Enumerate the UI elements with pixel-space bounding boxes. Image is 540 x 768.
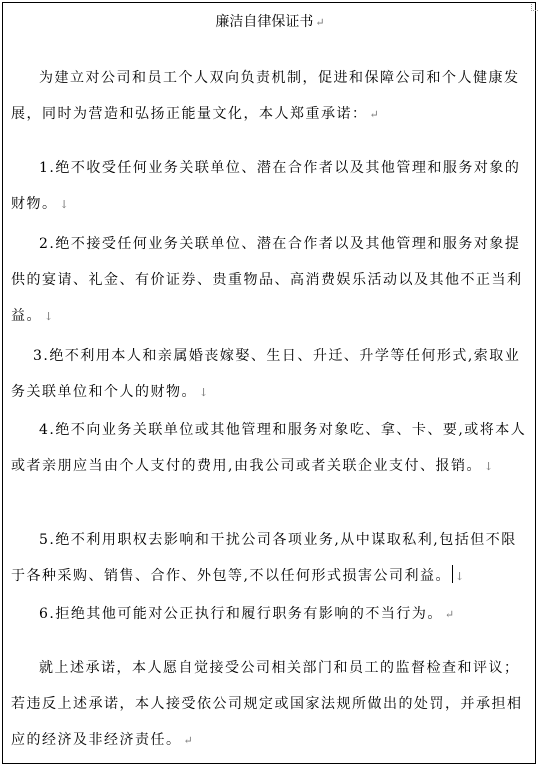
page-corner-mark	[531, 4, 538, 11]
paragraph-mark: ↵	[315, 16, 325, 29]
closing-text: 就上述承诺，本人愿自觉接受公司相关部门和员工的监督检查和评议；若违反上述承诺，本人接受依公司规定或国家法规所做出的处罚，并承担相应的经济及非经济责任。	[11, 660, 523, 748]
pledge-item-6[interactable]	[11, 596, 530, 633]
line-break-mark: ↓	[59, 198, 69, 211]
document-title-text: 廉洁自律保证书	[215, 14, 314, 30]
closing-paragraph[interactable]	[11, 650, 530, 759]
pledge-item-text: 5.绝不利用职权去影响和干扰公司各项业务,从中谋取私利,包括但不限于各种采购、销售、合作、外包等,不以任何形式损害公司利益。	[11, 532, 517, 584]
pledge-item-4[interactable]	[11, 412, 530, 485]
pledge-item-text: 4.绝不向业务关联单位或其他管理和服务对象吃、拿、卡、要,或将本人或者亲朋应当由个人支付的费用,由我公司或者关联企业支付、报销。	[11, 422, 527, 474]
pledge-item-5[interactable]	[11, 522, 530, 595]
pledge-item-text: 3.绝不利用本人和亲属婚丧嫁娶、生日、升迁、升学等任何形式,索取业务关联单位和个人的财物。	[11, 348, 521, 400]
intro-paragraph[interactable]	[11, 60, 530, 133]
pledge-item-text: 2.绝不接受任何业务关联单位、潜在合作者以及其他管理和服务对象提供的宴请、礼金、有价证券、贵重物品、高消费娱乐活动以及其他不正当利益。	[11, 236, 523, 324]
paragraph-mark: ↵	[369, 108, 379, 121]
pledge-item-text: 6.拒绝其他可能对公正执行和履行职务有影响的不当行为。	[39, 606, 443, 622]
text-cursor	[452, 565, 453, 583]
intro-text: 为建立对公司和员工个人双向负责机制，促进和保障公司和个人健康发展，同时为营造和弘扬正能量文化，本人郑重承诺：	[11, 70, 520, 122]
pledge-item-1[interactable]	[11, 150, 530, 223]
pledge-item-3[interactable]	[11, 338, 530, 411]
line-break-mark: ↓	[454, 570, 465, 583]
line-break-mark: ↓	[44, 310, 54, 323]
pledge-item-text: 1.绝不收受任何业务关联单位、潜在合作者以及其他管理和服务对象的财物。	[11, 160, 521, 212]
line-break-mark: ↓	[483, 460, 494, 473]
document-title	[0, 12, 540, 33]
paragraph-mark: ↵	[183, 734, 193, 747]
pledge-item-2[interactable]	[11, 226, 530, 335]
line-break-mark: ↓	[199, 386, 209, 399]
paragraph-mark: ↵	[444, 608, 455, 621]
